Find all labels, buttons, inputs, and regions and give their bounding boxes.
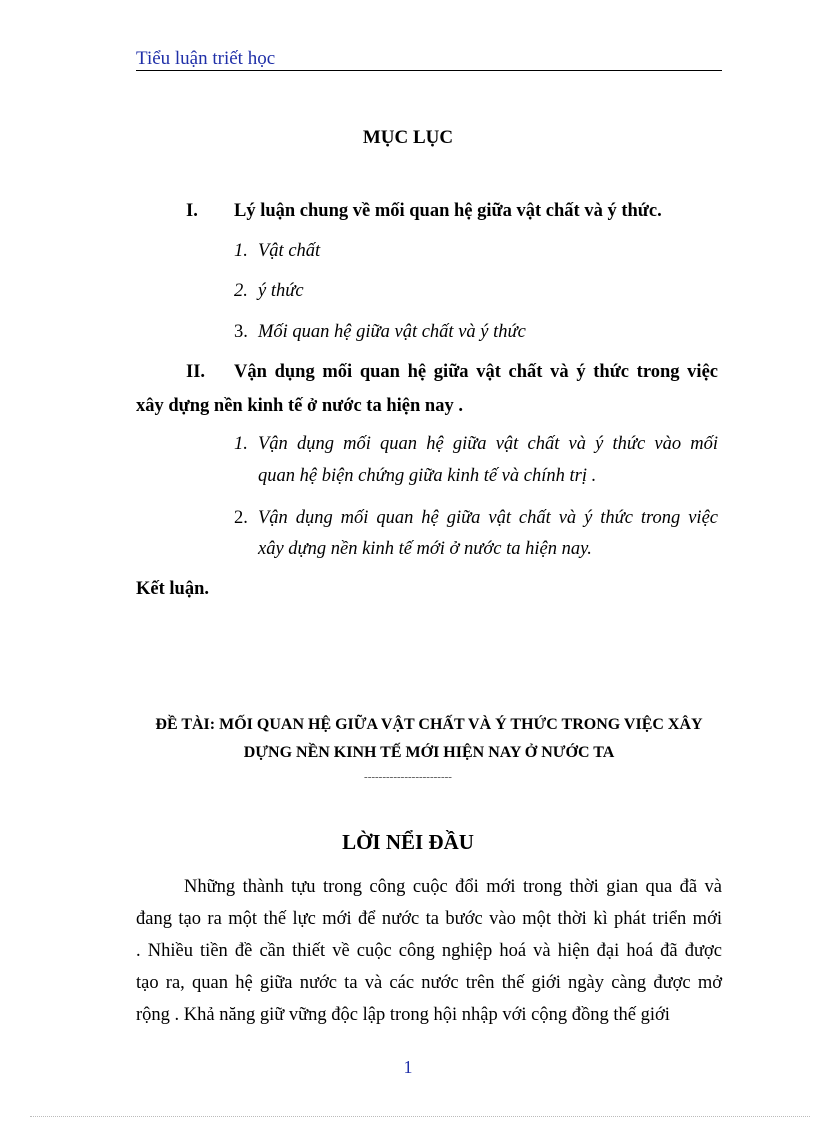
intro-line-3: . Nhiều tiền đề cần thiết về cuộc công nghiệp hoá và hiện đại hoá đã được	[136, 941, 722, 961]
intro-line-5: rộng . Khả năng giữ vững độc lập trong hội nhập với cộng đồng thế giới	[136, 1005, 670, 1025]
toc-item-1-3-number: 3.	[234, 322, 248, 342]
toc-item-1-1-number: 1.	[234, 241, 248, 261]
toc-section-1-label: Lý luận chung về mối quan hệ giữa vật chất và ý thức.	[234, 201, 662, 221]
toc-item-1-2-label: ý thức	[258, 281, 304, 301]
intro-paragraph	[136, 871, 722, 1031]
intro-line-1: Những thành tựu trong công cuộc đổi mới trong thời gian qua đã và	[184, 877, 722, 897]
toc-conclusion: Kết luận.	[136, 579, 209, 599]
page-number: 1	[403, 1057, 413, 1077]
intro-title: LỜI NỂI ĐẦU	[342, 830, 474, 854]
intro-line-4: tạo ra, quan hệ giữa nước ta và các nước trên thế giới ngày càng được mở	[136, 973, 722, 993]
toc-section-1-numeral: I.	[186, 201, 198, 221]
toc-item-2-2-number: 2.	[234, 508, 248, 528]
toc-item-1-3-label: Mối quan hệ giữa vật chất và ý thức	[258, 322, 526, 342]
topic-heading	[136, 711, 722, 767]
toc-item-1-1-label: Vật chất	[258, 241, 321, 261]
toc-title: MỤC LỤC	[362, 127, 454, 148]
toc-item-2-2-line1: Vận dụng mối quan hệ giữa vật chất và ý thức trong việc	[258, 508, 718, 528]
toc-item-2-1-number: 1.	[234, 434, 248, 454]
topic-line-2: DỰNG NỀN KINH TẾ MỚI HIỆN NAY Ở NƯỚC TA	[243, 744, 615, 761]
document-header: Tiểu luận triết học	[136, 48, 276, 69]
toc-item-2-2-line2: xây dựng nền kinh tế mới ở nước ta hiện nay.	[258, 539, 592, 559]
header-rule	[136, 70, 722, 71]
toc-item-2-1-line2: quan hệ biện chứng giữa kinh tế và chính trị .	[258, 466, 597, 486]
toc-section-2-label-line2: xây dựng nền kinh tế ở nước ta hiện nay .	[136, 396, 463, 416]
toc-section-2-numeral: II.	[186, 362, 206, 382]
page-bottom-border	[30, 1116, 810, 1117]
toc-item-2-1-line1: Vận dụng mối quan hệ giữa vật chất và ý thức vào mối	[258, 434, 718, 454]
toc-section-2-label-line1: Vận dụng mối quan hệ giữa vật chất và ý thức trong việc	[234, 362, 718, 382]
intro-line-2: đang tạo ra một thế lực mới để nước ta bước vào một thời kì phát triển mới	[136, 909, 722, 929]
toc-item-1-2-number: 2.	[234, 281, 248, 301]
topic-line-1: ĐỀ TÀI: MỐI QUAN HỆ GIỮA VẬT CHẤT VÀ Ý THỨC TRONG VIỆC XÂY	[155, 716, 703, 733]
topic-separator: ------------------------	[364, 771, 452, 783]
